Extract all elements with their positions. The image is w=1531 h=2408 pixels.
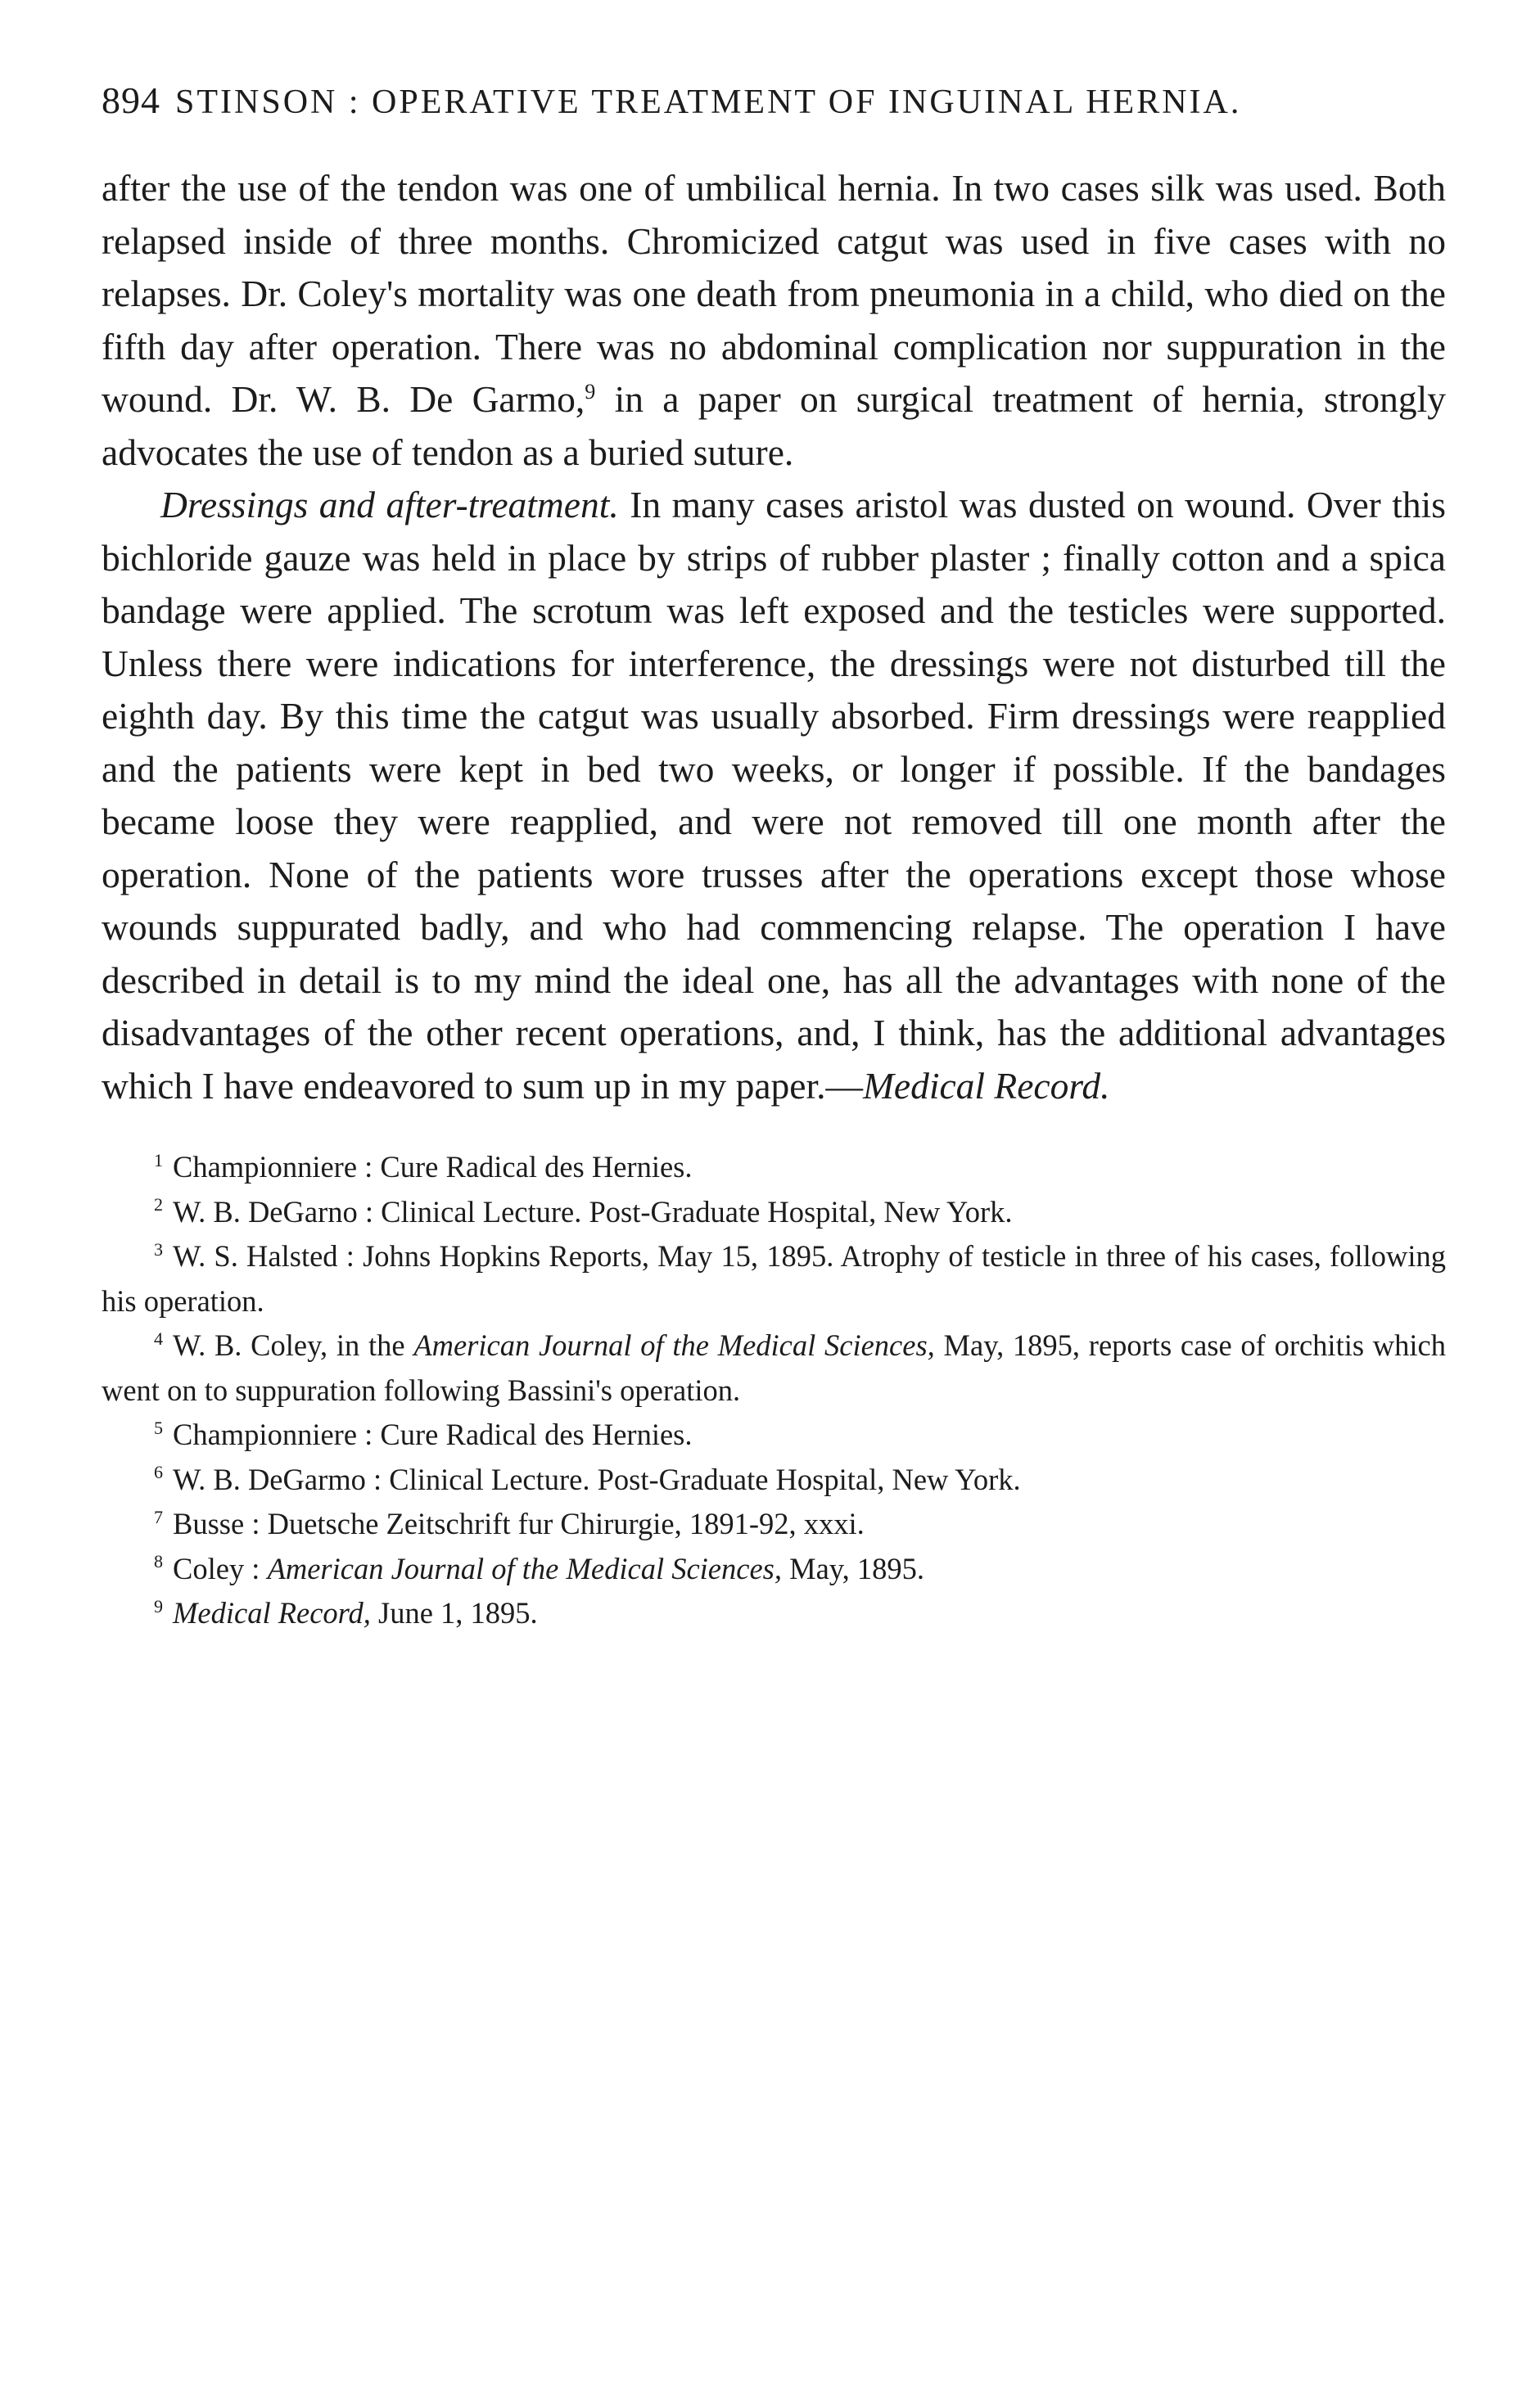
footnote-mark: 6 (154, 1462, 163, 1483)
paragraph-1-text-a: after the use of the tendon was one of umbilical hernia. In two cases silk was used. Both relapsed inside of three months. Chromicized catgut was used in five cases with no relapses. Dr. Coley's mortality was one death from pneumonia in a child, who died on the fifth day after operation. There was no abdominal complication nor suppuration in the wound. Dr. W. B. De Garmo, (102, 167, 1446, 420)
section-heading: Dressings and after-treatment. (160, 484, 619, 525)
footnote-text: W. S. Halsted : Johns Hopkins Reports, May 15, 1895. Atrophy of testicle in three of his cases, following his operation. (102, 1239, 1446, 1318)
footnote-text-b: May, 1895. (782, 1551, 925, 1585)
document-page (102, 79, 1447, 1636)
footnotes (102, 1145, 1446, 1636)
footnote-7 (102, 1502, 1446, 1547)
footnote-6 (102, 1458, 1446, 1503)
footnote-text: Championniere : Cure Radical des Hernies. (173, 1418, 693, 1451)
running-title: STINSON : OPERATIVE TREATMENT OF INGUINAL HERNIA. (175, 83, 1242, 121)
footnote-8 (102, 1547, 1446, 1592)
footnote-mark: 9 (154, 1595, 163, 1617)
footnote-1 (102, 1145, 1446, 1190)
footnote-5 (102, 1413, 1446, 1458)
footnote-journal-title: American Journal of the Medical Sciences, (413, 1328, 935, 1362)
source-citation: Medical Record. (862, 1064, 1110, 1107)
running-header (102, 79, 1446, 121)
footnote-journal-title: Medical Record, (173, 1596, 371, 1630)
footnote-journal-title: American Journal of the Medical Sciences, (267, 1551, 782, 1585)
footnote-2 (102, 1190, 1446, 1235)
paragraph-2-text: In many cases aristol was dusted on wound. Over this bichloride gauze was held in place by strips of rubber plaster ; finally cotton and a spica bandage were applied. The scrotum was left exposed and the testicles were supported. Unless there were indications for interference, the dressings were not disturbed till the eighth day. By this time the catgut was usually absorbed. Firm dressings were reapplied and the patients were kept in bed two weeks, or longer if possible. If the bandages became loose they were reapplied, and were not removed till one month after the operation. None of the patients wore trusses after the operations except those whose wounds suppurated badly, and who had commencing relapse. The operation I have described in detail is to my mind the ideal one, has all the advantages with none of the disadvantages of the other recent operations, and, I think, has the additional advantages which I have endeavored to sum up in my paper.— (102, 484, 1447, 1107)
footnote-mark: 1 (154, 1149, 163, 1170)
footnote-text: W. B. DeGarno : Clinical Lecture. Post-Graduate Hospital, New York. (173, 1194, 1013, 1229)
footnote-ref-9: 9 (585, 379, 596, 404)
footnote-text-b: May, 1895, reports case of orchitis which went on to suppuration following Bassini's operation. (102, 1328, 1446, 1407)
footnote-mark: 5 (154, 1417, 163, 1438)
footnote-text-a: Coley : (173, 1551, 268, 1585)
footnote-text-b: June 1, 1895. (370, 1596, 538, 1630)
footnote-text: W. B. DeGarmo : Clinical Lecture. Post-Graduate Hospital, New York. (173, 1462, 1021, 1496)
paragraph-1 (102, 162, 1446, 479)
footnote-9 (102, 1591, 1446, 1636)
footnote-4 (102, 1323, 1446, 1413)
paragraph-1-text-b: in a paper on surgical treatment of hernia, strongly advocates the use of tendon as a buried suture. (102, 378, 1446, 473)
footnote-3 (102, 1234, 1446, 1323)
footnote-mark: 4 (154, 1328, 163, 1349)
footnote-mark: 2 (154, 1194, 163, 1215)
footnote-text: Championniere : Cure Radical des Hernies. (173, 1150, 693, 1184)
footnote-mark: 3 (154, 1238, 163, 1260)
paragraph-2 (102, 479, 1446, 1112)
page-number: 894 (102, 79, 160, 121)
footnote-text-a: W. B. Coley, in the (173, 1328, 414, 1362)
footnote-text: Busse : Duetsche Zeitschrift fur Chirurgie, 1891-92, xxxi. (173, 1507, 865, 1540)
body-text (102, 162, 1446, 1112)
footnote-mark: 7 (154, 1506, 163, 1527)
footnote-mark: 8 (154, 1551, 163, 1572)
